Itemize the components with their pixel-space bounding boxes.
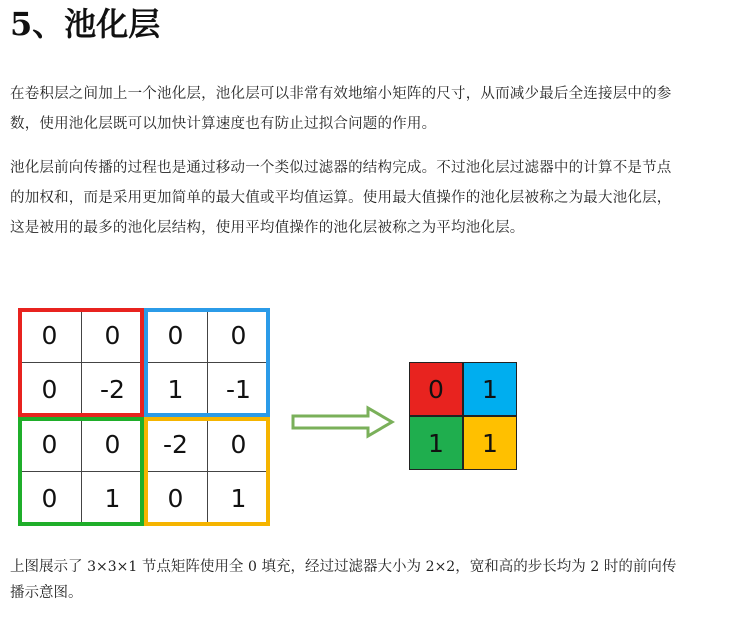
caption-text: 上图展示了 [10, 559, 88, 575]
matrix-cell: -2 [100, 375, 125, 405]
matrix-cell: 1 [230, 484, 247, 514]
caption-stride-value: 2 [590, 559, 600, 575]
caption-text: 时的前向传播示意图。 [10, 559, 677, 601]
input-matrix [18, 308, 270, 526]
caption-text: ，宽和高的步长均为 [455, 559, 591, 575]
matrix-cell: 0 [230, 429, 247, 459]
caption-text: 节点矩阵使用全 [137, 559, 249, 575]
caption-padding-value: 0 [248, 559, 257, 575]
matrix-cell: 0 [230, 320, 247, 350]
matrix-cell: 0 [41, 484, 58, 514]
matrix-cell: -2 [163, 429, 188, 459]
pooled-output-matrix [409, 362, 520, 473]
caption-matrix-size: 3×3×1 [87, 559, 138, 575]
matrix-cell: 0 [104, 429, 121, 459]
intro-paragraph: 在卷积层之间加上一个池化层，池化层可以非常有效地缩小矩阵的尺寸，从而减少最后全连接层中的参数，使用池化层既可以加快计算速度也有防止过拟合问题的作用。 [10, 86, 672, 132]
matrix-cell: 1 [167, 375, 184, 405]
right-arrow-icon [290, 404, 396, 440]
caption-filter-size: 2×2 [425, 559, 456, 575]
output-cell: 1 [463, 362, 517, 416]
matrix-cell: 0 [41, 320, 58, 350]
output-cell: 0 [409, 362, 463, 416]
matrix-cell: 0 [41, 429, 58, 459]
section-heading: 5、池化层 [10, 5, 161, 43]
matrix-cell: 0 [41, 375, 58, 405]
matrix-cell: 0 [167, 320, 184, 350]
matrix-cell: 0 [104, 320, 121, 350]
output-cell: 1 [463, 416, 517, 470]
matrix-cell: 1 [104, 484, 121, 514]
forward-propagation-paragraph: 池化层前向传播的过程也是通过移动一个类似过滤器的结构完成。不过池化层过滤器中的计算不是节点的加权和，而是采用更加简单的最大值或平均值运算。使用最大值操作的池化层被称之为最大池化层，这是被用的最多的池化层结构，使用平均值操作的池化层被称之为平均池化层。 [10, 160, 672, 236]
figure-caption [10, 554, 680, 606]
caption-text: 填充，经过过滤器大小为 [256, 559, 426, 575]
matrix-cell: -1 [226, 375, 251, 405]
output-cell: 1 [409, 416, 463, 470]
matrix-cell: 0 [167, 484, 184, 514]
